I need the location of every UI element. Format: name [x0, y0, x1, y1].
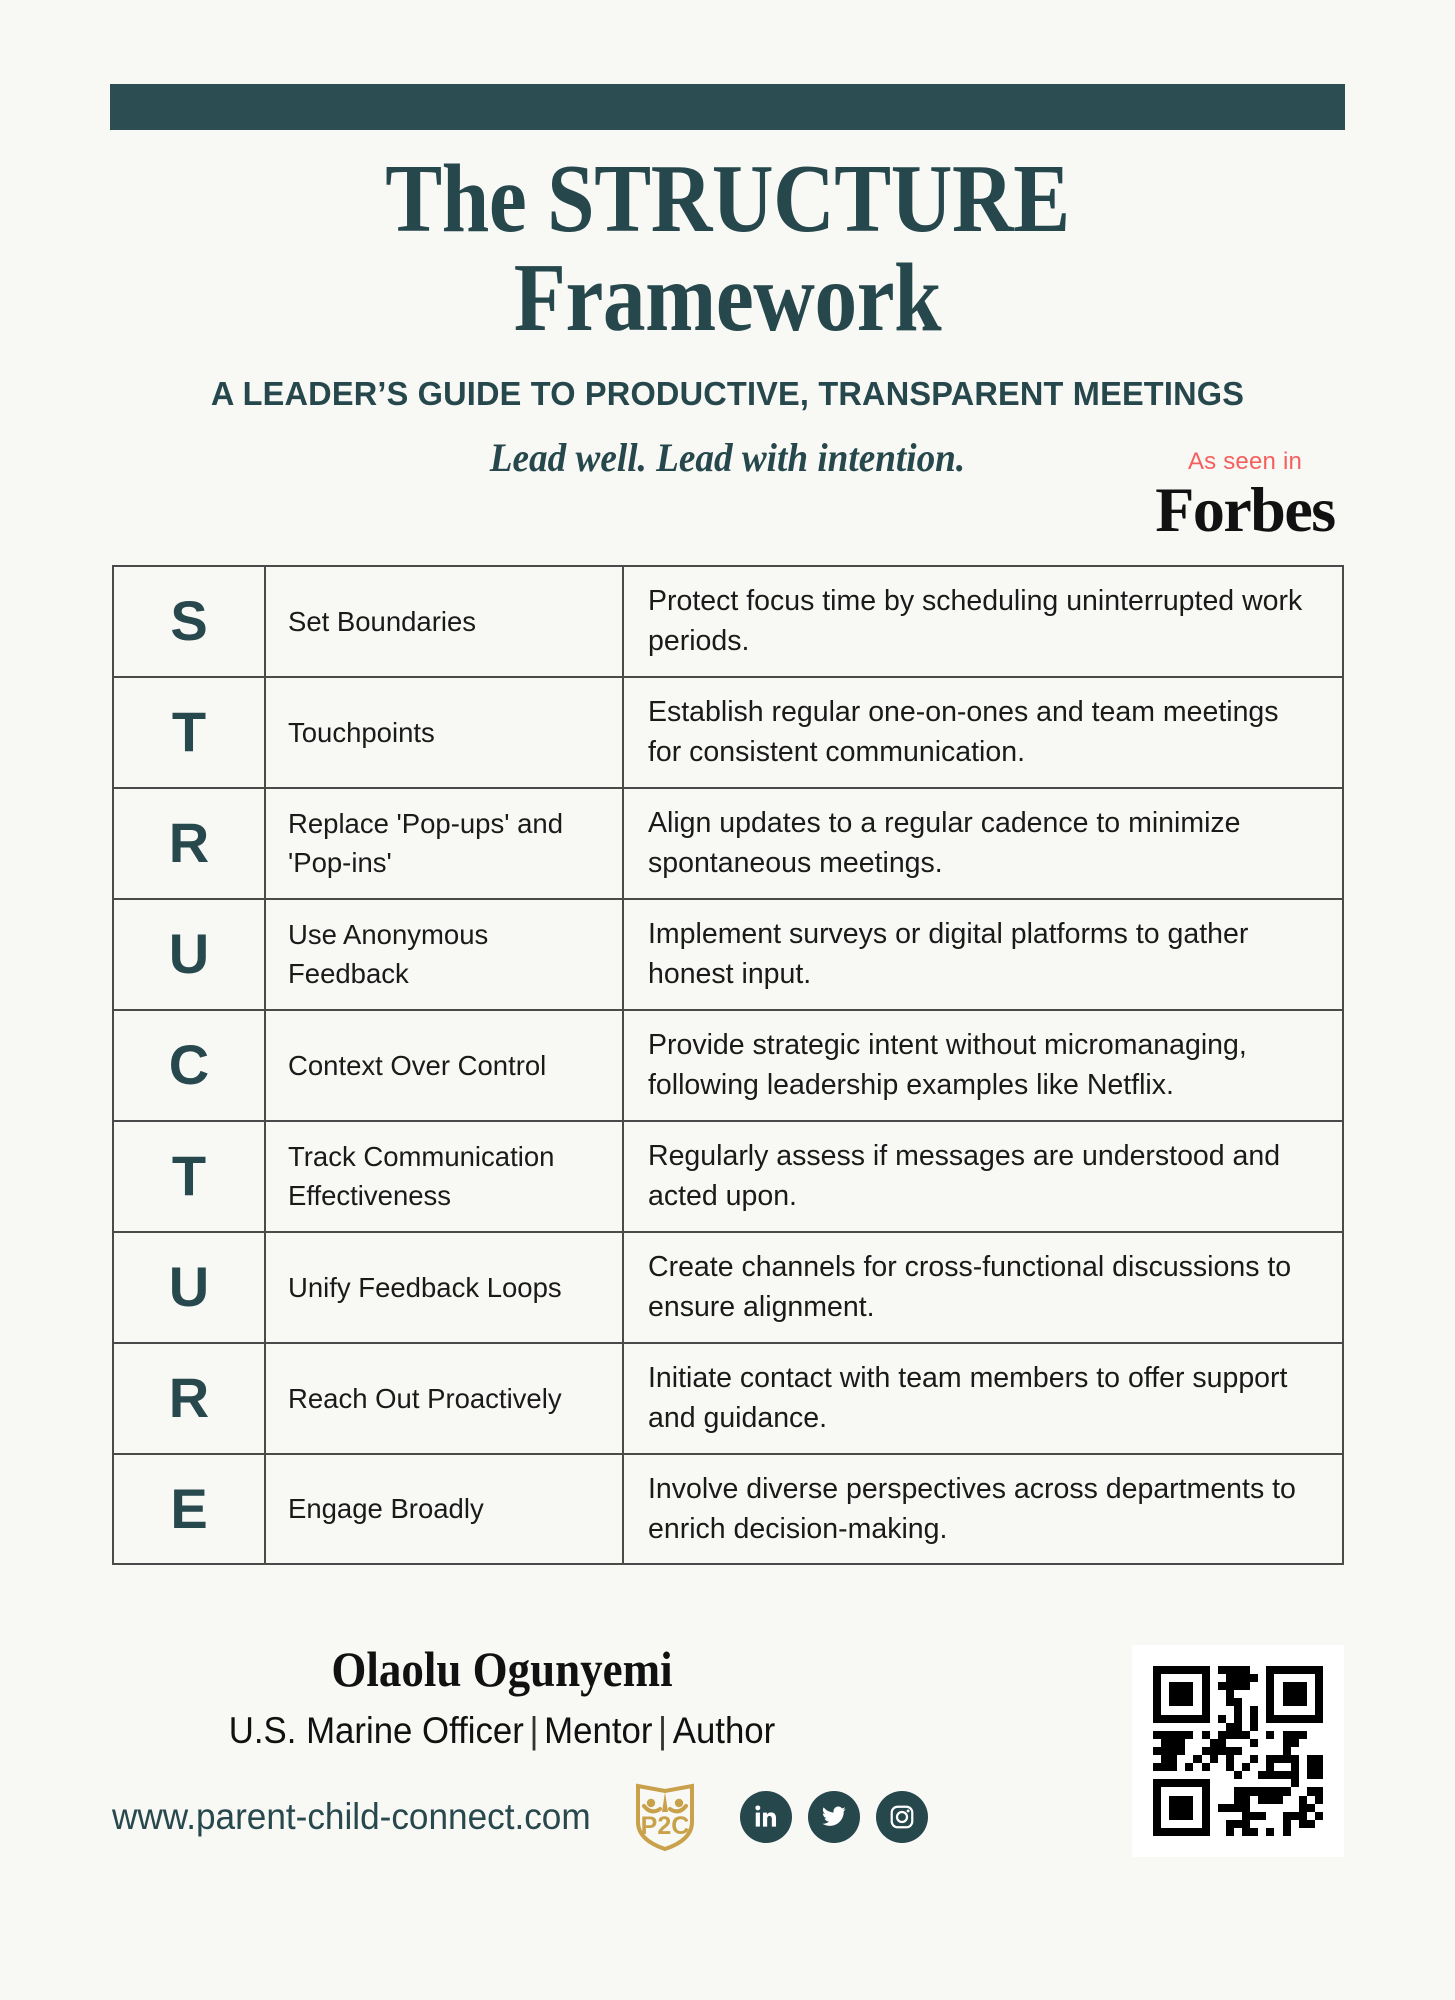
page-title	[87, 145, 1367, 351]
forbes-badge	[1135, 448, 1355, 545]
row-name: Replace 'Pop-ups' and 'Pop-ins'	[288, 808, 563, 879]
row-letter: E	[170, 1476, 208, 1540]
row-name-cell	[265, 1010, 623, 1121]
row-description-cell	[623, 677, 1343, 788]
author-role-3: Author	[672, 1710, 776, 1751]
row-description: Align updates to a regular cadence to minimize spontaneous meetings.	[648, 806, 1241, 880]
linkedin-icon[interactable]	[740, 1791, 792, 1843]
row-name: Track Communication Effectiveness	[288, 1141, 555, 1212]
page-title-line-2: Framework	[513, 243, 942, 351]
row-letter-cell	[113, 677, 265, 788]
forbes-wordmark: Forbes	[1155, 474, 1335, 545]
social-links	[740, 1791, 928, 1843]
row-letter-cell	[113, 1121, 265, 1232]
row-letter-cell	[113, 566, 265, 677]
row-description: Implement surveys or digital platforms to gather honest input.	[648, 917, 1249, 991]
table-row	[113, 1232, 1343, 1343]
row-description: Protect focus time by scheduling uninterrupted work periods.	[648, 585, 1303, 658]
structure-framework-table	[112, 565, 1344, 1565]
row-name: Use Anonymous Feedback	[288, 919, 489, 990]
instagram-icon[interactable]	[876, 1791, 928, 1843]
table-row	[113, 1454, 1343, 1565]
row-description-cell	[623, 788, 1343, 899]
row-name: Unify Feedback Loops	[288, 1271, 562, 1303]
author-name: Olaolu Ogunyemi	[331, 1641, 673, 1697]
twitter-icon[interactable]	[808, 1791, 860, 1843]
author-role-2: Mentor	[544, 1710, 653, 1751]
row-name-cell	[265, 1454, 623, 1565]
row-name: Reach Out Proactively	[288, 1382, 562, 1414]
row-letter-cell	[113, 1343, 265, 1454]
row-letter: R	[168, 1366, 210, 1430]
row-name-cell	[265, 788, 623, 899]
tagline: Lead well. Lead with intention.	[489, 434, 966, 480]
row-letter: R	[168, 811, 210, 875]
row-name-cell	[265, 899, 623, 1010]
row-letter: U	[168, 922, 210, 986]
row-description-cell	[623, 1343, 1343, 1454]
row-description-cell	[623, 566, 1343, 677]
row-letter: T	[171, 1144, 207, 1208]
row-letter-cell	[113, 788, 265, 899]
contact-row	[112, 1782, 928, 1852]
row-letter-cell	[113, 1232, 265, 1343]
table-row	[113, 677, 1343, 788]
qr-code-image	[1153, 1666, 1323, 1836]
row-name-cell	[265, 1343, 623, 1454]
row-letter-cell	[113, 899, 265, 1010]
role-separator: |	[658, 1710, 668, 1751]
row-description: Establish regular one-on-ones and team meetings for consistent communication.	[648, 695, 1279, 769]
page-title-line-1: The STRUCTURE	[385, 145, 1070, 252]
row-description: Create channels for cross-functional discussions to ensure alignment.	[648, 1250, 1292, 1324]
table-row	[113, 1343, 1343, 1454]
row-name: Touchpoints	[288, 716, 435, 748]
table-body	[113, 566, 1343, 1564]
row-name: Set Boundaries	[288, 605, 477, 637]
row-name-cell	[265, 566, 623, 677]
row-description-cell	[623, 1010, 1343, 1121]
author-roles	[135, 1710, 868, 1752]
table-row	[113, 566, 1343, 677]
forbes-kicker: As seen in	[1187, 448, 1303, 475]
table-row	[113, 1010, 1343, 1121]
row-name-cell	[265, 1121, 623, 1232]
row-name-cell	[265, 1232, 623, 1343]
row-description-cell	[623, 1121, 1343, 1232]
row-name: Context Over Control	[288, 1049, 547, 1081]
role-separator: |	[529, 1710, 539, 1751]
row-letter: T	[171, 700, 207, 764]
row-description-cell	[623, 899, 1343, 1010]
row-description: Initiate contact with team members to offer support and guidance.	[648, 1361, 1288, 1435]
row-description-cell	[623, 1454, 1343, 1565]
row-description: Involve diverse perspectives across departments to enrich decision-making.	[648, 1472, 1296, 1545]
row-letter: S	[170, 589, 208, 653]
row-letter-cell	[113, 1010, 265, 1121]
row-name-cell	[265, 677, 623, 788]
row-description-cell	[623, 1232, 1343, 1343]
row-letter: U	[168, 1255, 210, 1319]
website-link[interactable]: www.parent-child-connect.com	[112, 1796, 591, 1837]
table-row	[113, 788, 1343, 899]
p2c-logo-icon	[634, 1782, 696, 1852]
table-row	[113, 1121, 1343, 1232]
row-description: Regularly assess if messages are understood and acted upon.	[648, 1139, 1281, 1213]
author-role-1: U.S. Marine Officer	[228, 1710, 524, 1751]
top-accent-bar	[110, 84, 1345, 130]
table-row	[113, 899, 1343, 1010]
row-name: Engage Broadly	[288, 1493, 484, 1525]
qr-code-card[interactable]	[1132, 1645, 1344, 1857]
row-letter: C	[168, 1033, 210, 1097]
svg-text:P2C: P2C	[640, 1812, 690, 1840]
page-subtitle: A LEADER’S GUIDE TO PRODUCTIVE, TRANSPARENT MEETINGS	[210, 375, 1245, 413]
author-block	[112, 1640, 1012, 1752]
row-description: Provide strategic intent without micromanaging, following leadership examples like Netflix.	[648, 1028, 1247, 1102]
row-letter-cell	[113, 1454, 265, 1565]
